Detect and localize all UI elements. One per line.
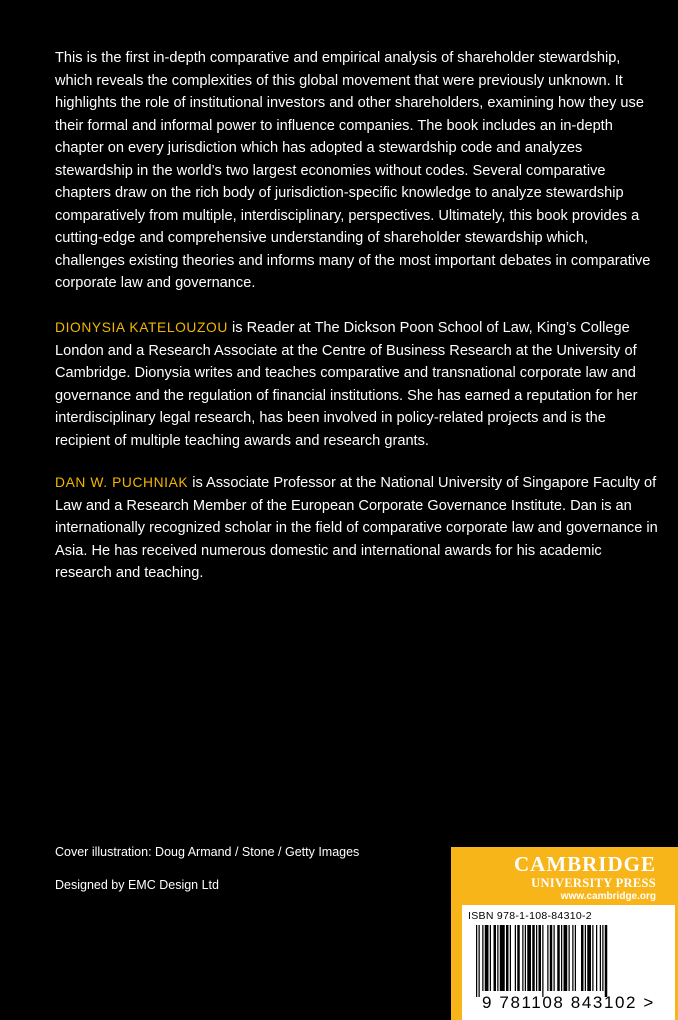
book-description: This is the first in-depth comparative and empirical analysis of shareholder stewardship, which reveals the complexities of this global movement that were previously unknown. It highlights the role of institutional investors and other shareholders, examining how they use their formal and informal power to influence companies. The book includes an in-depth chapter on every jurisdiction which has adopted a stewardship code and analyzes stewardship in the world’s two largest economies without codes. Several comparative chapters draw on the rich body of jurisdiction-specific knowledge to analyze stewardship comparatively from multiple, interdisciplinary, perspectives. Ultimately, this book provides a cutting-edge and comprehensive understanding of shareholder stewardship which, challenges existing theories and informs many of the most important debates in comparative corporate law and governance. xyxy=(55,50,651,291)
author-name: DAN W. PUCHNIAK xyxy=(55,475,189,490)
publisher-subtitle: UNIVERSITY PRESS xyxy=(531,876,656,890)
barcode-label xyxy=(462,905,675,1020)
publisher-panel xyxy=(451,847,678,1020)
design-credit: Designed by EMC Design Ltd xyxy=(55,878,219,892)
barcode-icon xyxy=(476,925,664,997)
publisher-logo xyxy=(451,852,656,904)
barcode-digits: 9 781108 843102 > xyxy=(482,993,655,1012)
author-bio-katelouzou xyxy=(55,317,660,452)
publisher-name: CAMBRIDGE xyxy=(513,852,656,876)
author-bio-text: is Reader at The Dickson Poon School of Law, King’s College London and a Research Associate at the Centre of Business Research at the University of Cambridge. Dionysia writes and teaches comparative and transnational corporate law and governance and the regulation of financial institutions. She has earned a reputation for her interdisciplinary legal research, has been involved in policy-related projects and is the recipient of multiple teaching awards and research grants. xyxy=(55,320,638,449)
author-bio-puchniak xyxy=(55,472,660,585)
isbn-text: ISBN 978-1-108-84310-2 xyxy=(468,910,592,922)
author-name: DIONYSIA KATELOUZOU xyxy=(55,320,228,335)
cover-illustration-credit: Cover illustration: Doug Armand / Stone / Getty Images xyxy=(55,845,360,859)
publisher-url: www.cambridge.org xyxy=(560,891,656,902)
author-bio-text: is Associate Professor at the National University of Singapore Faculty of Law and a Research Member of the European Corporate Governance Institute. Dan is an internationally recognized scholar in the field of comparative corporate law and governance in Asia. He has received numerous domestic and international awards for his academic research and teaching. xyxy=(55,475,658,581)
